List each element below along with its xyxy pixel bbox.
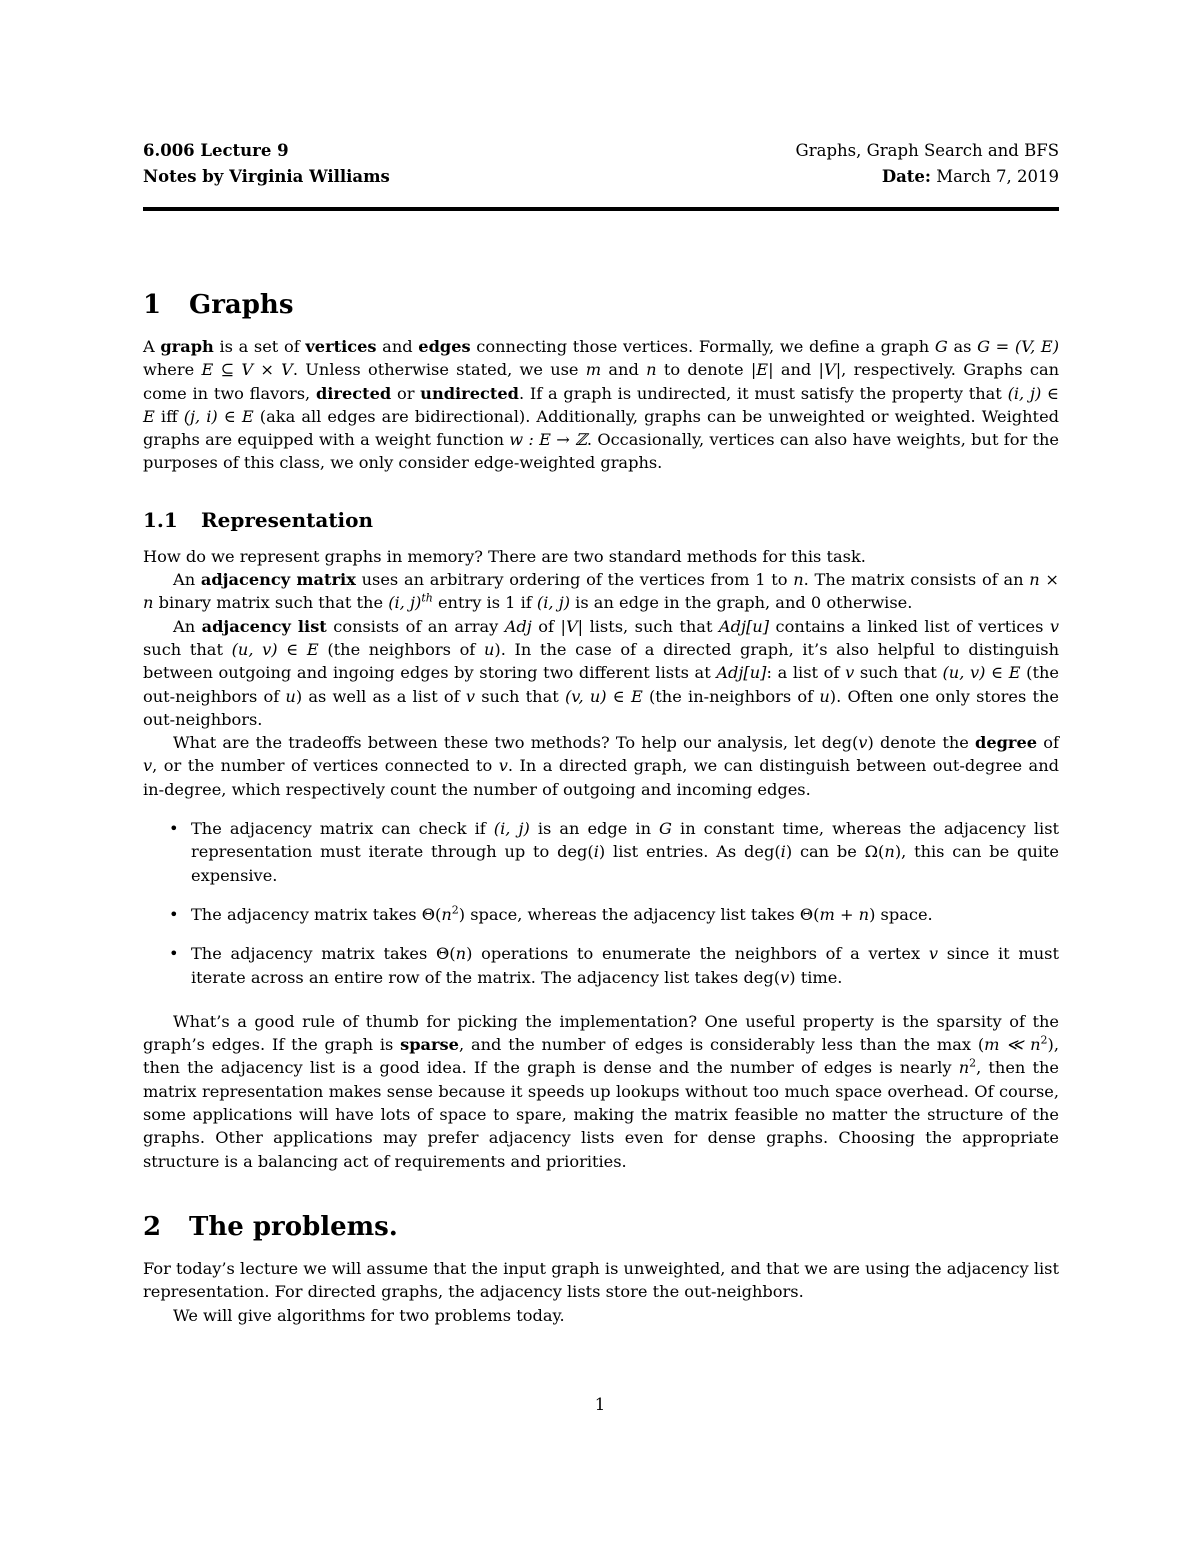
adjacency-list-paragraph: An adjacency list consists of an array Adj of |V| lists, such that Adj[u] contains a linked list of vertices v such that (u, v) ∈ E (the neighbors of u). In the case of a directed graph, it’s also helpful to distinguish between outgoing and ingoing edges by storing two different lists at Adj[u]: a list of v such that (u, v) ∈ E (the out-neighbors of u) as well as a list of v such that (v, u) ∈ E (the in-neighbors of u). Often one only stores the out-neighbors. bbox=[143, 616, 1059, 729]
section-1-1-heading: 1.1 Representation bbox=[143, 507, 374, 532]
tradeoffs-paragraph: What are the tradeoffs between these two methods? To help our analysis, let deg(v) denote the degree of v, or the number of vertices connected to v. In a directed graph, we can distinguish between out-degree and in-degree, which respectively count the number of outgoing and incoming edges. bbox=[143, 733, 1059, 799]
date-label: Date: bbox=[881, 167, 932, 186]
course-label: 6.006 Lecture 9 bbox=[143, 141, 289, 160]
tradeoff-list bbox=[143, 817, 1059, 989]
header-row-1 bbox=[143, 138, 1059, 164]
list-item: • The adjacency matrix takes $\Theta(n^2)$ space, whereas the adjacency list takes Θ(m + n) space. bbox=[169, 903, 933, 924]
problems-paragraph-2: We will give algorithms for two problems today. bbox=[173, 1305, 565, 1325]
adjacency-matrix-paragraph: An adjacency matrix uses an arbitrary ordering of the vertices from 1 to n. The matrix consists of an n × n binary matrix such that the (i, j)$^{th}$ entry is 1 if (i, j) is an edge in the graph, and 0 otherwise. bbox=[143, 570, 1059, 613]
section-2-heading: 2 The problems. bbox=[143, 1211, 398, 1242]
list-item: • The adjacency matrix takes Θ(n) operations to enumerate the neighbors of a vertex v since it must iterate across an entire row of the matrix. The adjacency list takes deg(v) time. bbox=[169, 944, 1059, 987]
rule-of-thumb-paragraph: What’s a good rule of thumb for picking the implementation? One useful property is the sparsity of the graph’s edges. If the graph is sparse, and the number of edges is considerably less than the max (m ≪ $n^2$), then the adjacency list is a good idea. If the graph is dense and the number of edges is nearly $n^2$, then the matrix representation makes sense because it speeds up lookups without too much space overhead. Of course, some applications will have lots of space to spare, making the matrix feasible no matter the structure of the graphs. Other applications may prefer adjacency lists even for dense graphs. Choosing the appropriate structure is a balancing act of requirements and priorities. bbox=[143, 1011, 1059, 1171]
page-number: 1 bbox=[594, 1395, 606, 1414]
section-1-heading: 1 Graphs bbox=[143, 290, 294, 320]
author-label: Notes by Virginia Williams bbox=[143, 167, 390, 186]
problems-paragraph: For today’s lecture we will assume that the input graph is unweighted, and that we are using the adjacency list representation. For directed graphs, the adjacency lists store the out-neighbors. bbox=[143, 1258, 1059, 1302]
topic-label: Graphs, Graph Search and BFS bbox=[795, 141, 1059, 160]
document-page bbox=[143, 138, 1059, 1327]
header-rule bbox=[143, 207, 1059, 211]
graphs-paragraph: A graph is a set of vertices and edges connecting those vertices. Formally, we define a graph G as G = (V, E) where E ⊆ V × V. Unless otherwise stated, we use m and n to denote |E| and |V|, respectively. Graphs can come in two flavors, directed or undirected. If a graph is undirected, it must satisfy the property that (i, j) ∈ E iff (j, i) ∈ E (aka all edges are bidirectional). Additionally, graphs can be unweighted or weighted. Weighted graphs are equipped with a weight function w : E → ℤ. Occasionally, vertices can also have weights, but for the purposes of this class, we only consider edge-weighted graphs. bbox=[143, 337, 1060, 473]
date-block bbox=[882, 164, 1059, 190]
list-item: • The adjacency matrix can check if (i, j) is an edge in G in constant time, whereas the adjacency list representation must iterate through up to deg(i) list entries. As deg(i) can be Ω(n), this can be quite expensive. bbox=[169, 819, 1060, 885]
representation-intro: How do we represent graphs in memory? There are two standard methods for this task. bbox=[143, 546, 866, 566]
header-row-2 bbox=[143, 164, 1059, 190]
date-value: March 7, 2019 bbox=[936, 167, 1059, 186]
